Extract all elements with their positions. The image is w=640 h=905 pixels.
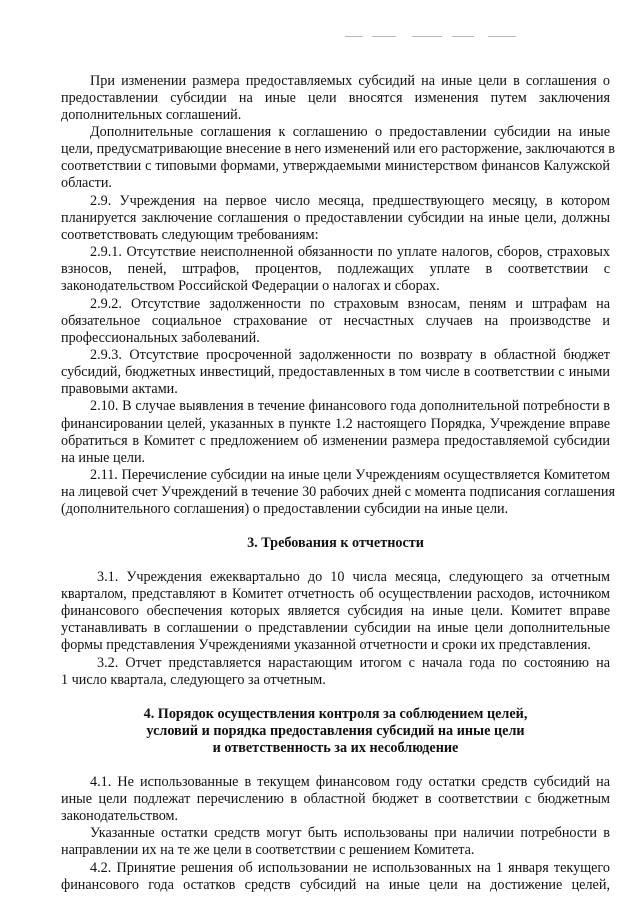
section-heading: 3. Требования к отчетности xyxy=(247,535,424,551)
paragraph-line: Дополнительные соглашения к соглашению о предоставлении субсидии на иные xyxy=(90,124,610,140)
paragraph-line: 4.1. Не использованные в текущем финансовом году остатки средств субсидий на xyxy=(90,774,610,790)
paragraph-line: профессиональных заболеваний. xyxy=(61,330,260,346)
paragraph-line: 2.9.1. Отсутствие неисполненной обязанности по уплате налогов, сборов, страховых xyxy=(90,244,610,260)
paragraph-line: на иные цели. xyxy=(61,450,146,466)
paragraph-line: (дополнительного соглашения) о предоставлении субсидии на иные цели. xyxy=(61,501,509,517)
scan-artifact xyxy=(372,36,396,37)
paragraph-line: иные цели подлежат перечислению в областной бюджет в соответствии с бюджетным xyxy=(61,791,610,807)
paragraph-line: финансировании целей, указанных в пункте 1.2 настоящего Порядка, Учреждение вправе xyxy=(61,416,610,432)
section-heading: условий и порядка предоставления субсидий на иные цели xyxy=(146,723,525,739)
paragraph-line: области. xyxy=(61,175,112,191)
paragraph-line: взносов, пеней, штрафов, процентов, подлежащих уплате в соответствии с xyxy=(61,261,610,277)
paragraph-line: на лицевой счет Учреждений в течение 30 рабочих дней с момента подписания соглашения xyxy=(61,484,616,500)
section-heading: и ответственность за их несоблюдение xyxy=(212,740,459,756)
paragraph-line: обязательное социальное страхование от несчастных случаев на производстве и xyxy=(61,313,610,329)
paragraph-line: цели, предусматривающие внесение в него изменений или его расторжение, заключаются в xyxy=(61,141,615,157)
paragraph-line: При изменении размера предоставляемых субсидий на иные цели в соглашения о xyxy=(90,73,610,89)
paragraph-line: 2.9.3. Отсутствие просроченной задолженности по возврату в областной бюджет xyxy=(90,347,610,363)
paragraph-line: 2.9.2. Отсутствие задолженности по страховым взносам, пеням и штрафам на xyxy=(90,296,610,312)
paragraph-line: устанавливать в соглашении о представлении субсидии на иные цели дополнительные xyxy=(61,620,610,636)
section-heading: 4. Порядок осуществления контроля за соблюдением целей, xyxy=(143,706,528,722)
paragraph-line: 4.2. Принятие решения об использовании не использованных на 1 января текущего xyxy=(90,860,610,876)
paragraph-line: законодательством Российской Федерации о налогах и сборах. xyxy=(61,278,440,294)
paragraph-line: направлении их на те же цели в соответствии с решением Комитета. xyxy=(61,842,475,858)
paragraph-line: планируется заключение соглашения о предоставлении субсидии на иные цели, должны xyxy=(61,210,610,226)
scan-artifact xyxy=(345,36,363,37)
paragraph-line: 1 число квартала, следующего за отчетным. xyxy=(61,672,326,688)
paragraph-line: формы представления Учреждениями указанной отчетности и сроки их представления. xyxy=(61,637,591,653)
paragraph-line: правовыми актами. xyxy=(61,381,178,397)
paragraph-line: кварталом, представляют в Комитет отчетность об осуществлении расходов, источником xyxy=(61,586,610,602)
paragraph-line: субсидий, бюджетных инвестиций, предоставленных в том числе в соответствии с иными xyxy=(61,364,610,380)
paragraph-line: 2.9. Учреждения на первое число месяца, предшествующего месяцу, в котором xyxy=(90,193,610,209)
paragraph-line: соответствовать следующим требованиям: xyxy=(61,227,319,243)
paragraph-line: дополнительных соглашений. xyxy=(61,107,242,123)
paragraph-line: финансового обеспечения которых является субсидия на иные цели. Комитет вправе xyxy=(61,603,610,619)
paragraph-line: финансового года остатков средств субсидий на иные цели на достижение целей, xyxy=(61,877,610,893)
paragraph-line: Указанные остатки средств могут быть использованы при наличии потребности в xyxy=(90,825,610,841)
paragraph-line: 2.10. В случае выявления в течение финансового года дополнительной потребности в xyxy=(90,398,610,414)
paragraph-line: обратиться в Комитет с предложением об изменении размера предоставляемой субсидии xyxy=(61,433,610,449)
paragraph-line: законодательством. xyxy=(61,808,179,824)
paragraph-line: 2.11. Перечисление субсидии на иные цели Учреждениям осуществляется Комитетом xyxy=(90,467,610,483)
scan-artifact xyxy=(488,36,516,37)
paragraph-line: предоставлении субсидии на иные цели вносятся изменения путем заключения xyxy=(61,90,610,106)
scan-artifact xyxy=(412,36,442,37)
paragraph-line: соответствии с типовыми формами, утверждаемыми министерством финансов Калужской xyxy=(61,158,610,174)
scan-artifact xyxy=(452,36,474,37)
paragraph-line: 3.2. Отчет представляется нарастающим итогом с начала года по состоянию на xyxy=(97,655,610,671)
paragraph-line: 3.1. Учреждения ежеквартально до 10 числа месяца, следующего за отчетным xyxy=(97,569,610,585)
